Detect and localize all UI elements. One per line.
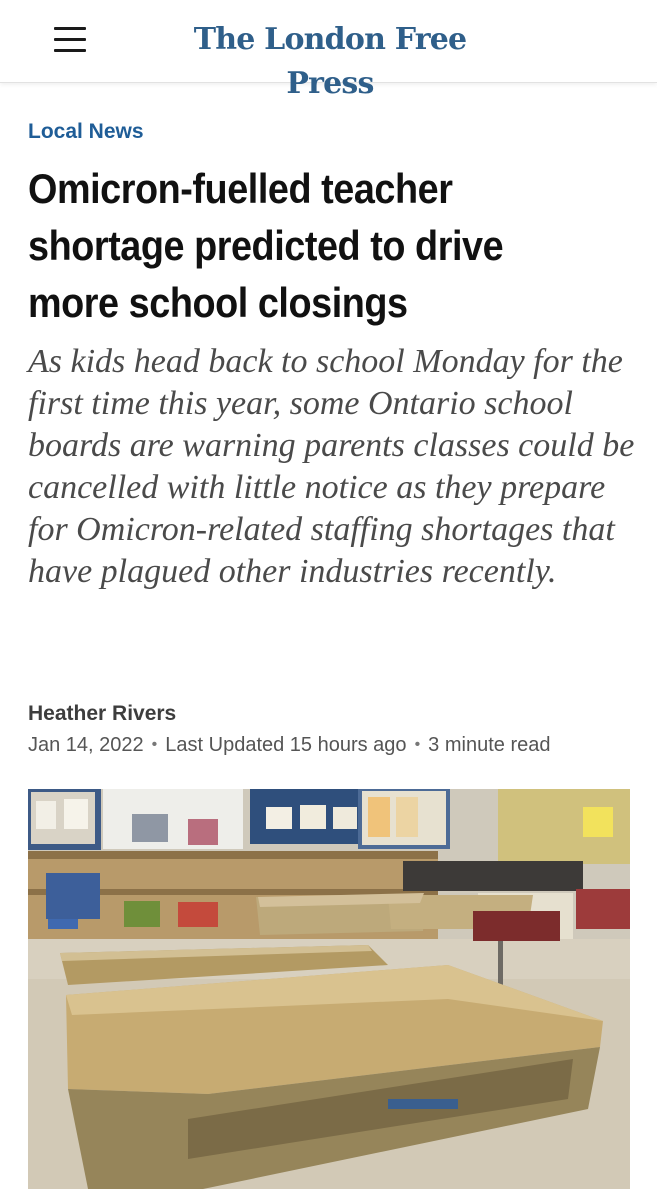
window [103,789,243,849]
sticky-note [583,807,613,837]
chair [576,889,630,929]
teacher-desk [403,861,583,891]
poster [64,799,88,829]
poster [300,805,326,829]
drawing [368,797,390,837]
top-bar [0,0,657,101]
desk-item [388,1099,458,1109]
article-meta [28,734,550,757]
menu-line [54,38,86,41]
article-dek: As kids head back to school Monday for the first time this year, some Ontario school boards are warning parents classes could be cancelled with little notice as they prepare for Omicron-related staffing shortages that have plagued other industries recently. [28,343,635,590]
window-object [188,819,218,845]
hamburger-menu-icon[interactable] [52,22,88,58]
read-time: 3 minute read [428,734,551,756]
poster [333,807,357,829]
masthead-logo[interactable]: The London Free Press [193,22,467,101]
shelf-bin [124,901,160,927]
article-headline: Omicron-fuelled teacher shortage predicted to drive more school closings [28,165,504,326]
category-link[interactable]: Local News [28,120,144,143]
meta-separator: • [151,736,158,753]
lead-photo [28,789,630,1189]
drawing [396,797,418,837]
shelf-top [28,851,438,859]
menu-line [54,27,86,30]
shelf-bin [178,902,218,927]
classroom-photo-illustration [28,789,630,1189]
window-object [132,814,168,842]
poster [36,801,56,829]
menu-line [54,49,86,52]
meta-separator: • [414,736,421,753]
author-name[interactable]: Heather Rivers [28,702,177,725]
last-updated: Last Updated 15 hours ago [165,734,407,756]
publish-date: Jan 14, 2022 [28,734,144,756]
chair [473,911,560,941]
chair [46,873,100,919]
poster [266,807,292,829]
